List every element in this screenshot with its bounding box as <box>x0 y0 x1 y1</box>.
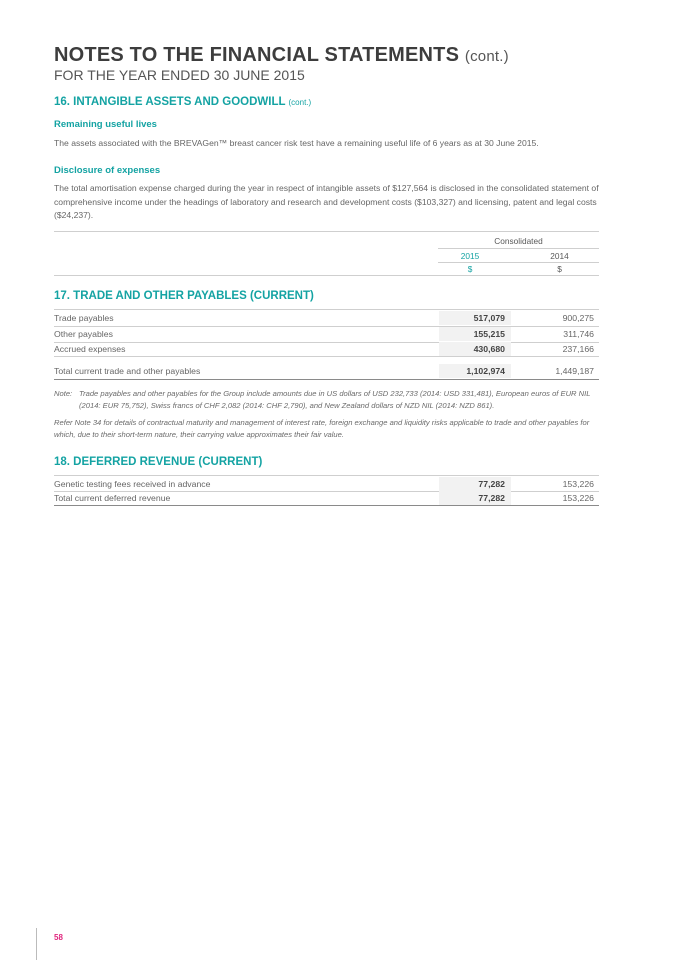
row-value-2015: 517,079 <box>439 311 511 325</box>
unit-2014-header: $ <box>557 264 562 274</box>
page-title <box>54 44 509 67</box>
page-title-cont: (cont.) <box>464 48 509 65</box>
total-value-2015: 1,102,974 <box>439 364 511 378</box>
unit-2015-header: $ <box>467 264 473 274</box>
year-2014-header: 2014 <box>550 251 569 261</box>
note-label: Note: <box>54 389 73 398</box>
row-value-2015: 430,680 <box>439 342 511 356</box>
row-label: Genetic testing fees received in advance <box>54 479 211 489</box>
page-number: 58 <box>54 933 63 942</box>
table-row <box>54 327 599 341</box>
section-17-heading: 17. TRADE AND OTHER PAYABLES (CURRENT) <box>54 290 314 302</box>
total-value-2014: 153,226 <box>562 493 594 503</box>
row-value-2014: 900,275 <box>562 313 594 323</box>
total-label: Total current deferred revenue <box>54 493 171 503</box>
total-row <box>54 364 599 378</box>
useful-lives-text: The assets associated with the BREVAGen™ breast cancer risk test have a remaining useful life of 6 years as at 30 June 2015. <box>54 138 539 148</box>
row-label: Accrued expenses <box>54 344 126 354</box>
page-number-divider <box>36 928 37 960</box>
row-value-2014: 153,226 <box>562 479 594 489</box>
section-17-rule <box>54 309 599 310</box>
consolidated-header: Consolidated <box>494 236 543 246</box>
table-row <box>54 477 599 491</box>
refer-text: Refer Note 34 for details of contractual maturity and management of interest rate, foreign exchange and liquidity risks applicable to trade and other payables for which, due to their short-term nature, their carrying value approximates their fair value. <box>54 418 590 439</box>
total-value-2014: 1,449,187 <box>555 366 594 376</box>
total-rule <box>54 379 599 380</box>
total-row <box>54 491 599 505</box>
page-title-text: NOTES TO THE FINANCIAL STATEMENTS <box>54 44 460 66</box>
section-16-heading-cont: (cont.) <box>288 98 312 107</box>
total-rule <box>54 505 599 506</box>
row-value-2015: 77,282 <box>439 477 511 491</box>
section-16-heading <box>54 96 311 108</box>
row-label: Other payables <box>54 329 113 339</box>
row-value-2015: 155,215 <box>439 327 511 341</box>
table-row <box>54 311 599 325</box>
note-text: Trade payables and other payables for the Group include amounts due in US dollars of USD 232,733 (2014: USD 331,481), European euros of EUR NIL (2014: EUR 75,752), Swiss francs of CHF 2,082 (2014: CHF 2,790), and New Zealand dollars of NZD NIL (2014: NZD 861). <box>79 389 591 410</box>
row-value-2014: 237,166 <box>562 344 594 354</box>
table-row <box>54 342 599 356</box>
page-subtitle: FOR THE YEAR ENDED 30 JUNE 2015 <box>54 67 305 83</box>
section-18-rule <box>54 475 599 476</box>
useful-lives-heading: Remaining useful lives <box>54 119 157 130</box>
total-label: Total current trade and other payables <box>54 366 201 376</box>
year-2015-header: 2015 <box>460 251 480 261</box>
unit-rule <box>54 275 599 276</box>
table-top-rule <box>54 231 599 232</box>
consolidated-rule <box>438 248 599 249</box>
expenses-text: The total amortisation expense charged during the year in respect of intangible assets of $127,564 is disclosed in the consolidated statement of comprehensive income under the headings of laboratory and research and development costs ($103,327) and licensing, patent and legal costs ($24,237). <box>54 183 599 220</box>
row-rule <box>54 356 599 357</box>
row-value-2014: 311,746 <box>563 329 594 339</box>
row-label: Trade payables <box>54 313 114 323</box>
section-16-heading-text: 16. INTANGIBLE ASSETS AND GOODWILL <box>54 96 286 108</box>
total-value-2015: 77,282 <box>439 491 511 505</box>
year-rule <box>438 262 599 263</box>
expenses-heading: Disclosure of expenses <box>54 165 161 176</box>
section-18-heading: 18. DEFERRED REVENUE (CURRENT) <box>54 456 263 468</box>
